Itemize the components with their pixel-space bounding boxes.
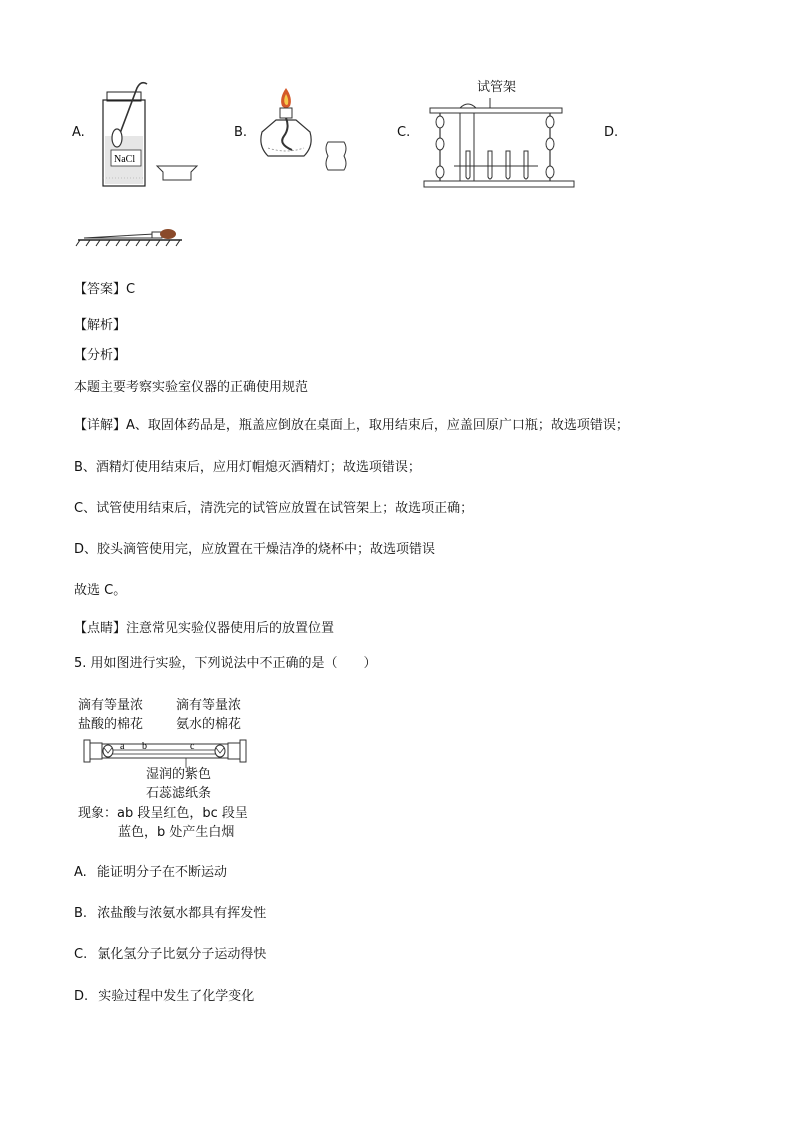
detail-a: 【详解】A、取固体药品是，瓶盖应倒放在桌面上，取用结束后，应盖回原广口瓶；故选项错误； xyxy=(74,418,629,433)
choice-a-text: 能证明分子在不断运动 xyxy=(96,865,227,880)
point-a: a xyxy=(120,741,125,752)
fenxi-title: 【分析】 xyxy=(74,348,127,363)
detail-c: C、试管使用结束后，清洗完的试管应放置在试管架上；故选项正确； xyxy=(74,501,474,516)
choice-d xyxy=(74,989,254,1005)
figure-c-test-tube-rack xyxy=(420,96,580,192)
choice-b xyxy=(74,906,266,922)
rack-label: 试管架 xyxy=(477,80,517,95)
conclusion: 故选 C。 xyxy=(74,583,127,598)
choice-d-text: 实验过程中发生了化学变化 xyxy=(98,989,255,1004)
choice-b-letter: B. xyxy=(74,906,88,921)
glass-tube-diagram xyxy=(82,736,248,768)
choice-c-text: 氯化氢分子比氨分子运动得快 xyxy=(97,947,267,962)
left-label-1: 滴有等量浓 xyxy=(78,698,144,713)
phenomenon-2: 蓝色，b 处产生白烟 xyxy=(118,825,235,840)
question-5: 5. 用如图进行实验，下列说法中不正确的是（ ） xyxy=(74,656,377,671)
choice-d-letter: D. xyxy=(74,989,89,1004)
right-label-1: 滴有等量浓 xyxy=(176,698,242,713)
choice-c xyxy=(74,947,266,963)
choice-a-letter: A. xyxy=(74,865,87,880)
point-c: c xyxy=(190,741,195,752)
point-b: b xyxy=(142,741,147,752)
choice-a xyxy=(74,865,227,881)
option-b-label: B. xyxy=(234,125,248,140)
analysis-title: 【解析】 xyxy=(74,318,127,333)
choice-c-letter: C. xyxy=(74,947,88,962)
option-a-label: A. xyxy=(72,125,85,140)
option-d-label: D. xyxy=(604,125,619,140)
option-c-label: C. xyxy=(397,125,411,140)
figure-b-alcohol-lamp xyxy=(258,88,358,178)
detail-b: B、酒精灯使用结束后，应用灯帽熄灭酒精灯；故选项错误； xyxy=(74,460,421,475)
strip-label-2: 石蕊滤纸条 xyxy=(146,786,212,801)
detail-d: D、胶头滴管使用完，应放置在干燥洁净的烧杯中；故选项错误 xyxy=(74,542,436,557)
nacl-label: NaCl xyxy=(114,154,136,165)
figure-d-dropper-on-table xyxy=(74,222,186,248)
phenomenon-1: 现象：ab 段呈红色，bc 段呈 xyxy=(78,806,248,821)
left-label-2: 盐酸的棉花 xyxy=(78,717,144,732)
fenxi-text: 本题主要考察实验室仪器的正确使用规范 xyxy=(74,380,309,395)
strip-label-1: 湿润的紫色 xyxy=(146,767,212,782)
choice-b-text: 浓盐酸与浓氨水都具有挥发性 xyxy=(97,906,267,921)
figure-a-nacl-bottle xyxy=(95,78,205,190)
dianjing: 【点睛】注意常见实验仪器使用后的放置位置 xyxy=(74,621,335,636)
right-label-2: 氨水的棉花 xyxy=(176,717,242,732)
answer-line: 【答案】C xyxy=(74,282,136,297)
